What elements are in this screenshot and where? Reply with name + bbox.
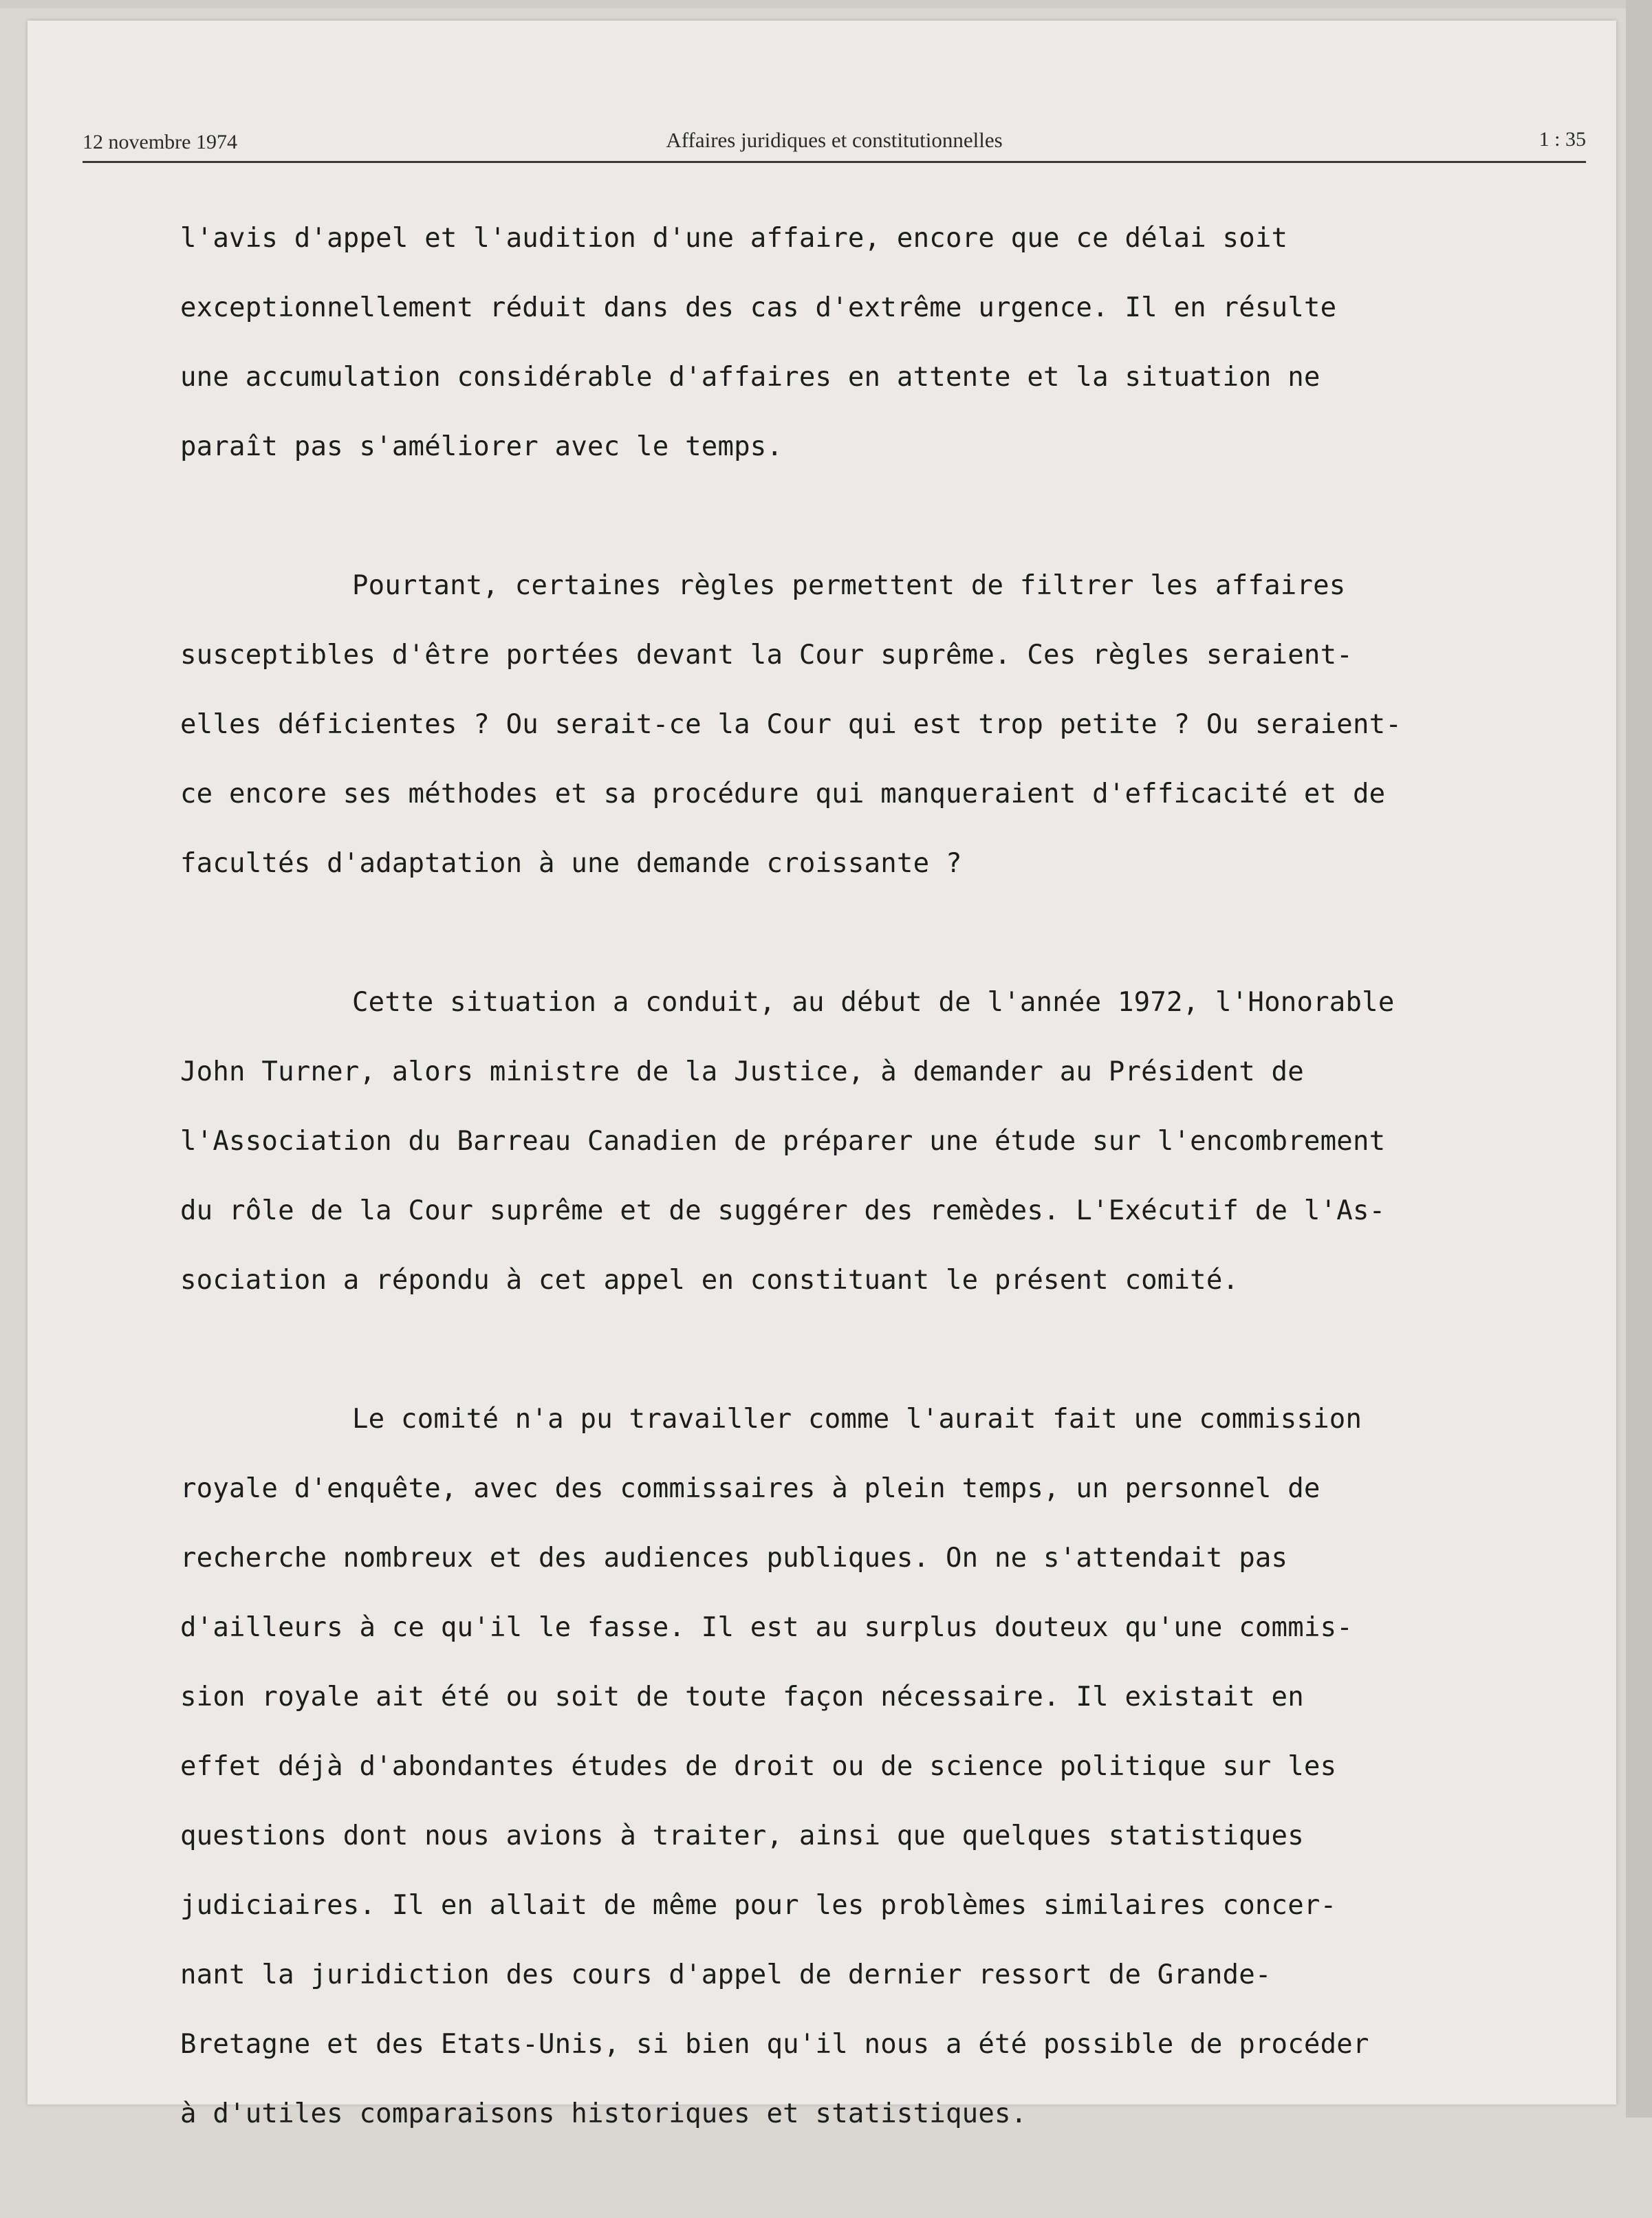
text-line: Le comité n'a pu travailler comme l'aurait fait une commission [352,1404,1362,1435]
text-line: royale d'enquête, avec des commissaires à plein temps, un personnel de [180,1473,1320,1504]
text-line: susceptibles d'être portées devant la Cour suprême. Ces règles seraient- [180,640,1353,671]
text-line: ce encore ses méthodes et sa procédure qui manqueraient d'efficacité et de [180,779,1386,809]
paragraph [180,204,1528,481]
text-line: sion royale ait été ou soit de toute façon nécessaire. Il existait en [180,1682,1304,1713]
header-page-number: 1 : 35 [1539,128,1586,151]
text-line: l'avis d'appel et l'audition d'une affaire, encore que ce délai soit [180,223,1288,254]
text-line: exceptionnellement réduit dans des cas d'extrême urgence. Il en résulte [180,292,1337,323]
header-title: Affaires juridiques et constitutionnelles [666,128,1003,152]
document-body [180,204,1528,2218]
text-line: nant la juridiction des cours d'appel de dernier ressort de Grande- [180,1959,1272,1990]
text-line: d'ailleurs à ce qu'il le fasse. Il est au surplus douteux qu'une commis- [180,1612,1353,1643]
scan-top-edge [0,0,1652,8]
paragraph [180,551,1528,898]
text-line: à d'utiles comparaisons historiques et statistiques. [180,2098,1028,2129]
text-line: l'Association du Barreau Canadien de préparer une étude sur l'encombrement [180,1126,1386,1157]
text-line: questions dont nous avions à traiter, ainsi que quelques statistiques [180,1820,1304,1851]
text-line: du rôle de la Cour suprême et de suggérer des remèdes. L'Exécutif de l'As- [180,1195,1386,1226]
text-line: une accumulation considérable d'affaires en attente et la situation ne [180,362,1320,393]
page-header [83,122,1586,163]
header-date: 12 novembre 1974 [83,131,237,153]
text-line: elles déficientes ? Ou serait-ce la Cour qui est trop petite ? Ou seraient- [180,709,1402,740]
text-line: recherche nombreux et des audiences publiques. On ne s'attendait pas [180,1543,1288,1574]
paragraph [180,1384,1528,2149]
paragraph [180,968,1528,1315]
text-line: Cette situation a conduit, au début de l'année 1972, l'Honorable [352,987,1395,1018]
text-line: judiciaires. Il en allait de même pour les problèmes similaires concer- [180,1890,1337,1921]
text-line: Pourtant, certaines règles permettent de filtrer les affaires [352,570,1346,601]
text-line: facultés d'adaptation à une demande croissante ? [180,848,962,879]
text-line: Bretagne et des Etats-Unis, si bien qu'il nous a été possible de procéder [180,2029,1369,2060]
text-line: effet déjà d'abondantes études de droit ou de science politique sur les [180,1751,1337,1782]
text-line: sociation a répondu à cet appel en constituant le présent comité. [180,1265,1239,1296]
text-line: John Turner, alors ministre de la Justice, à demander au Président de [180,1056,1304,1087]
scan-right-edge [1626,0,1652,2118]
text-line: paraît pas s'améliorer avec le temps. [180,431,783,462]
